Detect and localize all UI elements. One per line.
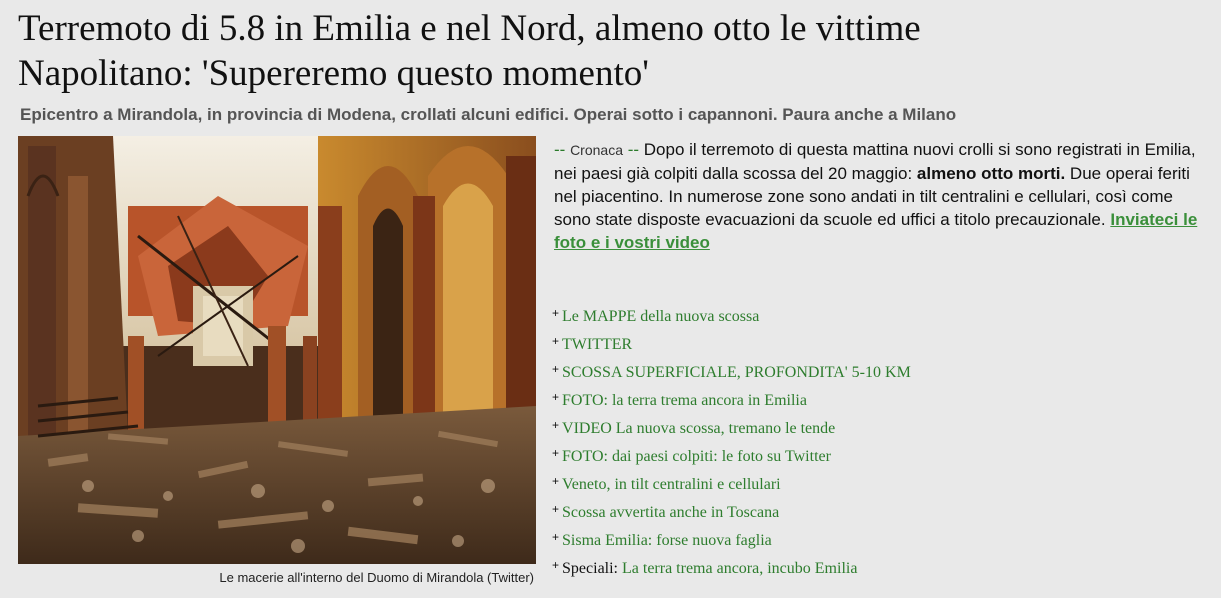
- plus-icon: +: [552, 474, 560, 488]
- plus-icon: +: [552, 390, 560, 404]
- list-item: [552, 300, 1212, 328]
- collapsed-church-interior-image: [18, 136, 536, 564]
- article-text-part2: Due operai feriti nel piacentino. In numerose zone sono andati in tilt centralini e cellulari, così come sono state disposte evacuazioni da scuole ed uffici a titolo precauzionale.: [554, 164, 1190, 229]
- related-link-veneto-tilt[interactable]: Veneto, in tilt centralini e cellulari: [562, 476, 781, 493]
- plus-icon: +: [552, 502, 560, 516]
- plus-icon: +: [552, 446, 560, 460]
- plus-icon: +: [552, 418, 560, 432]
- related-link-scossa-superficiale[interactable]: SCOSSA SUPERFICIALE, PROFONDITA' 5-10 KM: [562, 364, 911, 381]
- section-dash-open: --: [554, 140, 566, 159]
- list-item: [552, 384, 1212, 412]
- plus-icon: +: [552, 334, 560, 348]
- list-item: [552, 524, 1212, 552]
- article-text-part1: Dopo il terremoto di questa mattina nuovi crolli si sono registrati in Emilia, nei paesi già colpiti dalla scossa del 20 maggio:: [554, 140, 1196, 183]
- related-link-nuova-faglia[interactable]: Sisma Emilia: forse nuova faglia: [562, 532, 772, 549]
- headline-line-2[interactable]: Napolitano: 'Supereremo questo momento': [18, 53, 649, 94]
- related-link-foto-paesi-colpiti[interactable]: FOTO: dai paesi colpiti: le foto su Twitter: [562, 448, 831, 465]
- plus-icon: +: [552, 306, 560, 320]
- list-item: [552, 468, 1212, 496]
- send-photos-video-link[interactable]: Inviateci le foto e i vostri video: [554, 210, 1198, 252]
- article-photo[interactable]: [18, 136, 536, 564]
- section-dash-close: --: [627, 140, 640, 159]
- related-link-mappe[interactable]: Le MAPPE della nuova scossa: [562, 308, 760, 325]
- section-link-cronaca[interactable]: Cronaca: [570, 142, 623, 158]
- related-links-list: [552, 300, 1212, 580]
- article-body: [554, 138, 1214, 254]
- list-item: [552, 412, 1212, 440]
- related-link-twitter[interactable]: TWITTER: [562, 336, 633, 353]
- headline-line-1[interactable]: Terremoto di 5.8 in Emilia e nel Nord, almeno otto le vittime: [18, 8, 921, 49]
- related-link-foto-terra-trema[interactable]: FOTO: la terra trema ancora in Emilia: [562, 392, 807, 409]
- list-item: [552, 496, 1212, 524]
- article-text-bold: almeno otto morti.: [916, 164, 1066, 183]
- photo-caption: [18, 569, 536, 586]
- plus-icon: +: [552, 362, 560, 376]
- plus-icon: +: [552, 558, 560, 572]
- headline[interactable]: [18, 6, 1208, 96]
- speciali-label: Speciali:: [562, 560, 618, 577]
- photo-caption-text: Le macerie all'interno del Duomo di Mirandola (Twitter): [219, 570, 534, 585]
- related-link-scossa-toscana[interactable]: Scossa avvertita anche in Toscana: [562, 504, 780, 521]
- related-link-video-nuova-scossa[interactable]: VIDEO La nuova scossa, tremano le tende: [562, 420, 836, 437]
- list-item: [552, 356, 1212, 384]
- speciali-link-terra-trema[interactable]: La terra trema ancora, incubo Emilia: [622, 560, 858, 577]
- article-subtitle: Epicentro a Mirandola, in provincia di Modena, crollati alcuni edifici. Operai sotto i capannoni. Paura anche a Milano: [20, 105, 957, 124]
- plus-icon: +: [552, 530, 560, 544]
- list-item: [552, 440, 1212, 468]
- list-item: [552, 328, 1212, 356]
- list-item: [552, 552, 1212, 580]
